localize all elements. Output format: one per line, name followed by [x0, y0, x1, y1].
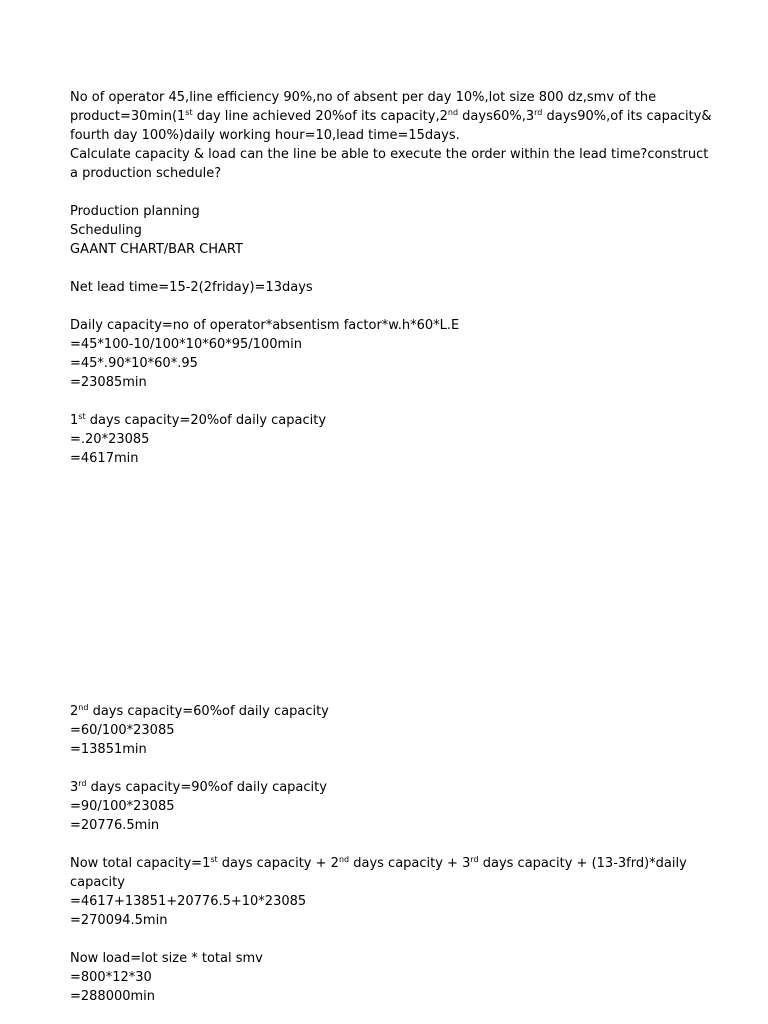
day3-capacity-step: =90/100*23085 — [70, 799, 175, 814]
total-capacity-step: =4617+13851+20776.5+10*23085 — [70, 894, 307, 909]
day3-capacity-result: =20776.5min — [70, 818, 160, 833]
day2-capacity-step: =60/100*23085 — [70, 723, 175, 738]
load-result: =288000min — [70, 989, 156, 1004]
problem-line-4: Calculate capacity & load can the line be able to execute the order within the lead time?construct — [70, 147, 709, 162]
topic-scheduling: Scheduling — [70, 223, 142, 238]
problem-line-3: fourth day 100%)daily working hour=10,lead time=15days. — [70, 128, 460, 143]
daily-capacity-result: =23085min — [70, 375, 147, 390]
problem-line-5: a production schedule? — [70, 166, 222, 181]
day1-capacity-step: =.20*23085 — [70, 432, 150, 447]
day2-capacity-result: =13851min — [70, 742, 147, 757]
load-formula: Now load=lot size * total smv — [70, 951, 263, 966]
topic-production-planning: Production planning — [70, 204, 200, 219]
problem-line-2: product=30min(1st day line achieved 20%of its capacity,2nd days60%,3rd days90%,of its capacity& — [70, 108, 712, 124]
net-lead-time: Net lead time=15-2(2friday)=13days — [70, 280, 313, 295]
problem-line-1: No of operator 45,line efficiency 90%,no of absent per day 10%,lot size 800 dz,smv of the — [70, 90, 657, 105]
total-capacity-formula: Now total capacity=1st days capacity + 2nd days capacity + 3rd days capacity + (13-3frd)*daily — [70, 855, 687, 871]
total-capacity-result: =270094.5min — [70, 913, 168, 928]
day3-capacity-heading: 3rd days capacity=90%of daily capacity — [70, 779, 327, 795]
daily-capacity-step: =45*100-10/100*10*60*95/100min — [70, 337, 303, 352]
day2-capacity-heading: 2nd days capacity=60%of daily capacity — [70, 703, 329, 719]
daily-capacity-formula: Daily capacity=no of operator*absentism factor*w.h*60*L.E — [70, 318, 460, 333]
daily-capacity-step: =45*.90*10*60*.95 — [70, 356, 198, 371]
topic-gantt-chart: GAANT CHART/BAR CHART — [70, 242, 243, 257]
day1-capacity-heading: 1st days capacity=20%of daily capacity — [70, 412, 327, 428]
total-capacity-formula-cont: capacity — [70, 875, 125, 890]
load-step: =800*12*30 — [70, 970, 152, 985]
day1-capacity-result: =4617min — [70, 451, 139, 466]
